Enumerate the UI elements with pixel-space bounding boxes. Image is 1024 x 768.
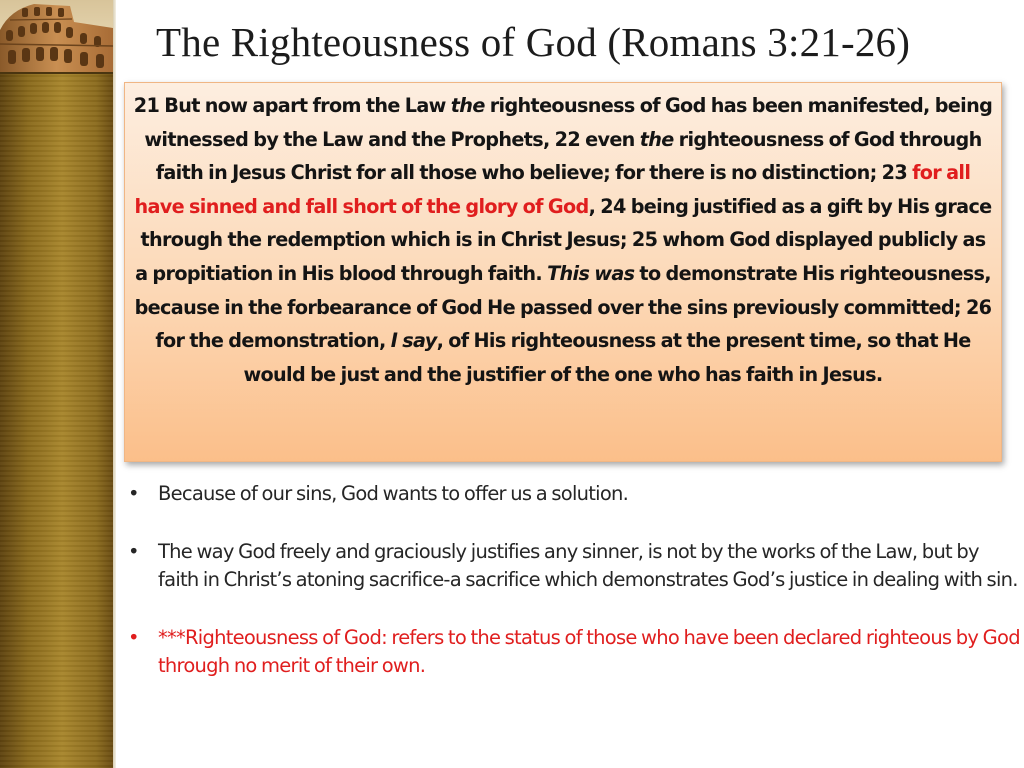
verse-italic-i-say: I say — [390, 329, 437, 353]
verse-text: , 24 being justified as a gift by His grace through the redemption which is in Christ Jesus; 25 whom God displayed publicly as a propitiation in His blood through faith. — [135, 194, 992, 285]
verse-highlight: for all have sinned and fall short of the glory of God — [134, 161, 971, 218]
verse-italic-this-was: This was — [547, 261, 635, 285]
verse-text: righteousness of God has been manifested, being witnessed by the Law and the Prophets, 22 even — [144, 94, 993, 151]
verse-italic-the: the — [450, 94, 485, 117]
bullet-text: The way God freely and graciously justifies any sinner, is not by the works of the Law, but by faith in Christ’s atoning sacrifice-a sacrifice which demonstrates God’s justice in dealing with sin. — [158, 540, 1018, 591]
bullet-marker: • — [128, 482, 139, 505]
sidebar-edge — [113, 0, 116, 768]
bullet-list — [128, 480, 1020, 680]
bullet-marker: • — [128, 540, 139, 563]
verse-text: , of His righteousness at the present time, so that He would be just and the justifier of the one who has faith in Jesus. — [243, 329, 971, 386]
bullet-item-definition — [128, 624, 1020, 680]
bullet-item — [128, 538, 1020, 594]
colosseum-image — [0, 0, 113, 74]
scripture-passage-box — [124, 82, 1002, 462]
verse-text: to demonstrate His righteousness, because in the forbearance of God He passed over the sins previously committed; 26 for the demonstration, — [134, 261, 992, 353]
sidebar-decoration — [0, 0, 113, 768]
bullet-item — [128, 480, 1020, 508]
page-title: The Righteousness of God (Romans 3:21-26) — [156, 19, 911, 65]
verse-italic-the: the — [639, 127, 674, 151]
bullet-text: Because of our sins, God wants to offer us a solution. — [158, 482, 629, 505]
bullet-marker: • — [128, 626, 139, 649]
verse-text: righteousness of God through faith in Jesus Christ for all those who believe; for there is no distinction; 23 — [155, 127, 982, 185]
bullet-text: ***Righteousness of God: refers to the status of those who have been declared righteous by God through no merit of their own. — [158, 626, 1020, 677]
verse-text: 21 But now apart from the Law — [133, 94, 451, 117]
